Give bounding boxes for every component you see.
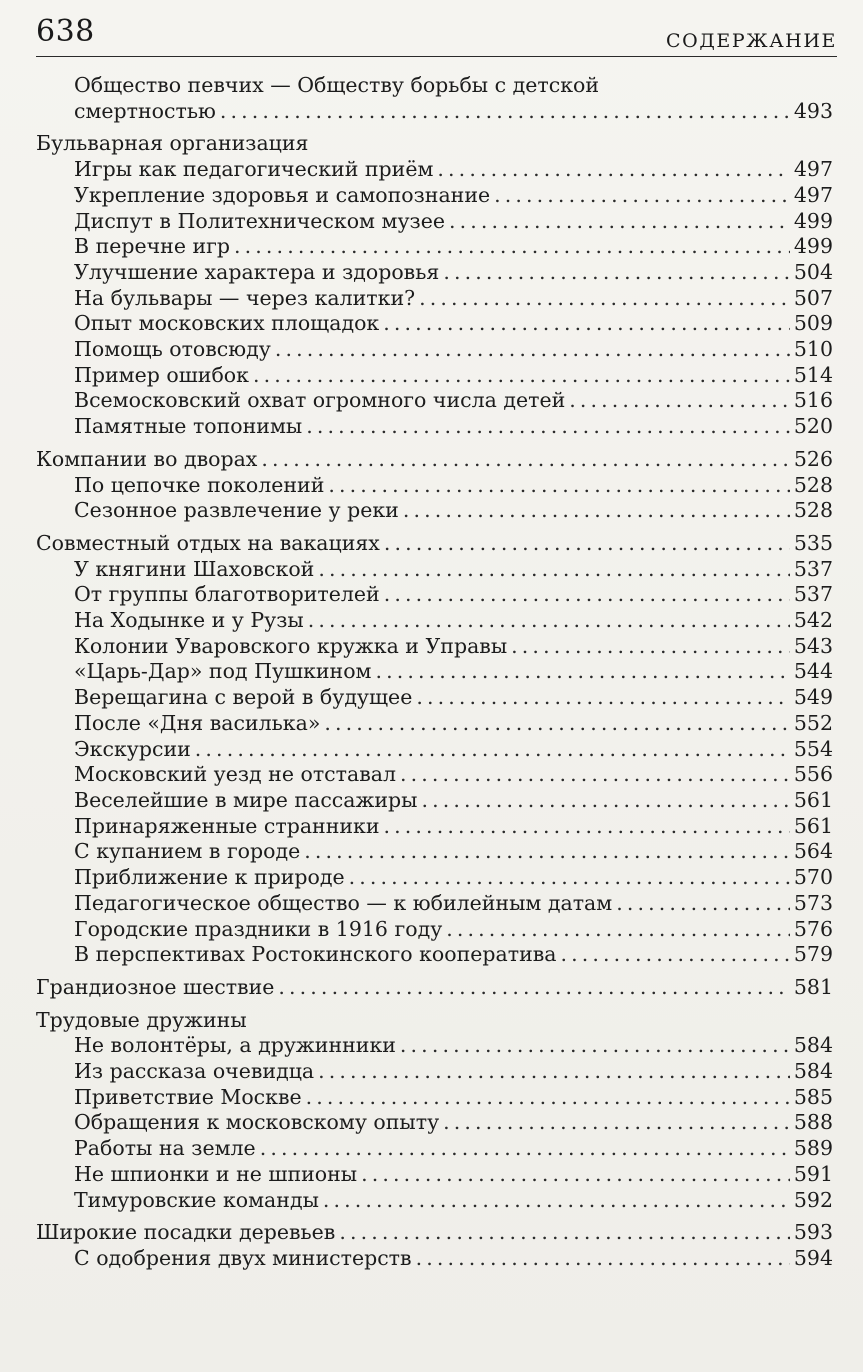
toc-entry-page: 507 <box>793 285 833 310</box>
toc-entry-page: 499 <box>793 234 833 259</box>
dot-leader <box>443 1110 790 1136</box>
toc-entry-line <box>74 414 833 440</box>
toc-entry <box>36 891 833 917</box>
dot-leader <box>400 1033 790 1059</box>
toc-entry-title: Городские праздники в 1916 году <box>74 916 443 941</box>
toc-entry-line <box>74 814 833 840</box>
toc-entry-line <box>74 363 833 389</box>
toc-entry-page: 573 <box>793 890 833 915</box>
toc-entry-page: 549 <box>793 685 833 710</box>
toc-entry-page: 579 <box>793 942 833 967</box>
dot-leader <box>253 363 790 389</box>
dot-leader <box>323 1188 790 1214</box>
dot-leader <box>318 557 790 583</box>
toc-entry-page: 542 <box>793 608 833 633</box>
table-of-contents <box>36 73 833 1272</box>
toc-entry <box>36 157 833 183</box>
toc-entry-line <box>74 1110 833 1136</box>
toc-entry <box>36 1085 833 1111</box>
toc-entry-title: В перечне игр <box>74 234 231 259</box>
toc-entry-line <box>74 286 833 312</box>
toc-chapter-entry <box>36 447 833 473</box>
toc-entry-line <box>74 260 833 286</box>
toc-entry-title: Тимуровские команды <box>74 1187 319 1212</box>
toc-entry-title: Приветствие Москве <box>74 1084 302 1109</box>
toc-entry-line <box>74 1059 833 1085</box>
toc-entry-page: 537 <box>793 556 833 581</box>
toc-entry-page: 592 <box>793 1187 833 1212</box>
toc-entry <box>36 473 833 499</box>
toc-entry-page: 561 <box>793 787 833 812</box>
toc-entry <box>36 917 833 943</box>
toc-entry <box>36 762 833 788</box>
dot-leader <box>403 498 790 524</box>
toc-entry-title: Колонии Уваровского кружка и Управы <box>74 633 508 658</box>
dot-leader <box>384 582 790 608</box>
toc-entry <box>36 737 833 763</box>
dot-leader <box>383 311 790 337</box>
toc-entry-title: Педагогическое общество — к юбилейным датам <box>74 890 613 915</box>
toc-entry-title-line1: Общество певчих — Обществу борьбы с детской <box>74 73 600 97</box>
dot-leader <box>494 183 790 209</box>
toc-entry-line <box>74 1033 833 1059</box>
toc-entry-line <box>74 183 833 209</box>
dot-leader <box>260 1136 790 1162</box>
toc-entry-title: Принаряженные странники <box>74 813 380 838</box>
toc-entry-line <box>74 99 833 125</box>
toc-entry-title: Экскурсии <box>74 736 191 761</box>
toc-entry <box>36 388 833 414</box>
toc-entry-page: 514 <box>793 362 833 387</box>
dot-leader <box>361 1162 790 1188</box>
dot-leader <box>616 891 790 917</box>
toc-entry <box>36 1136 833 1162</box>
toc-entry-title: Веселейшие в мире пассажиры <box>74 787 418 812</box>
toc-entry-line <box>36 131 833 157</box>
toc-entry-title: Грандиозное шествие <box>36 974 275 999</box>
toc-entry <box>36 1110 833 1136</box>
dot-leader <box>328 473 789 499</box>
toc-entry-line <box>74 737 833 763</box>
toc-entry-page: 591 <box>793 1161 833 1186</box>
dot-leader <box>278 975 789 1001</box>
toc-entry-line <box>74 1136 833 1162</box>
toc-entry-page: 528 <box>793 498 833 523</box>
toc-entry-line <box>36 447 833 473</box>
toc-entry-page: 552 <box>793 710 833 735</box>
toc-entry-title-line2: смертностью <box>74 98 216 123</box>
toc-entry-line <box>74 557 833 583</box>
dot-leader <box>349 865 790 891</box>
toc-entry-line <box>74 659 833 685</box>
toc-entry <box>36 557 833 583</box>
toc-entry-title: С купанием в городе <box>74 839 301 864</box>
toc-entry-line <box>36 531 833 557</box>
toc-entry-page: 588 <box>793 1110 833 1135</box>
toc-entry-title: Помощь отовсюду <box>74 337 271 362</box>
toc-entry-page: 497 <box>793 157 833 182</box>
dot-leader <box>437 157 789 183</box>
toc-entry-title: Не шпионки и не шпионы <box>74 1161 358 1186</box>
toc-entry <box>36 1188 833 1214</box>
toc-entry-title: С одобрения двух министерств <box>74 1245 412 1270</box>
toc-entry-title: Опыт московских площадок <box>74 311 380 336</box>
toc-entry-page: 589 <box>793 1136 833 1161</box>
toc-entry-title: Трудовые дружины <box>36 1007 247 1032</box>
toc-entry-page: 594 <box>793 1245 833 1270</box>
dot-leader <box>318 1059 790 1085</box>
toc-entry-title: Игры как педагогический приём <box>74 157 434 182</box>
toc-entry <box>36 1246 833 1272</box>
toc-entry <box>36 942 833 968</box>
toc-entry-line <box>74 1162 833 1188</box>
dot-leader <box>306 1085 790 1111</box>
toc-entry <box>36 209 833 235</box>
toc-entry-title: Из рассказа очевидца <box>74 1059 315 1084</box>
toc-entry <box>36 608 833 634</box>
toc-entry-line <box>74 209 833 235</box>
toc-entry-line <box>74 762 833 788</box>
dot-leader <box>416 1246 790 1272</box>
dot-leader <box>384 814 790 840</box>
toc-entry-title: Не волонтёры, а дружинники <box>74 1033 396 1058</box>
toc-entry <box>36 659 833 685</box>
toc-entry-page: 510 <box>793 337 833 362</box>
toc-entry <box>36 311 833 337</box>
toc-entry <box>36 788 833 814</box>
toc-entry-line <box>74 685 833 711</box>
toc-entry-line <box>74 1188 833 1214</box>
toc-entry-line <box>36 1220 833 1246</box>
toc-entry-line <box>74 473 833 499</box>
toc-chapter-entry <box>36 531 833 557</box>
page-number: 638 <box>36 14 95 49</box>
toc-entry-title: Бульварная организация <box>36 131 309 156</box>
toc-entry-page: 561 <box>793 813 833 838</box>
toc-chapter-entry <box>36 131 833 157</box>
toc-entry-title: Совместный отдых на вакациях <box>36 530 380 555</box>
toc-entry-page: 526 <box>793 446 833 471</box>
toc-entry-page: 564 <box>793 839 833 864</box>
toc-entry-line <box>74 1085 833 1111</box>
toc-entry-page: 585 <box>793 1084 833 1109</box>
toc-entry-page: 581 <box>793 974 833 999</box>
toc-entry <box>36 685 833 711</box>
toc-entry-line <box>74 891 833 917</box>
dot-leader <box>306 414 790 440</box>
dot-leader <box>416 685 790 711</box>
toc-entry-title: Всемосковский охват огромного числа детей <box>74 388 566 413</box>
toc-entry <box>36 865 833 891</box>
dot-leader <box>400 762 790 788</box>
page-header <box>36 10 837 57</box>
toc-entry <box>36 582 833 608</box>
toc-entry <box>36 363 833 389</box>
toc-entry-line <box>74 917 833 943</box>
dot-leader <box>339 1220 790 1246</box>
dot-leader <box>443 260 790 286</box>
toc-entry-line <box>74 498 833 524</box>
toc-entry-line <box>74 608 833 634</box>
toc-entry-line <box>74 634 833 660</box>
toc-entry-line <box>74 157 833 183</box>
toc-entry-page: 593 <box>793 1220 833 1245</box>
toc-entry <box>36 73 833 124</box>
toc-entry-title: Улучшение характера и здоровья <box>74 259 440 284</box>
toc-entry-line <box>74 311 833 337</box>
dot-leader <box>195 737 790 763</box>
toc-entry-title: В перспективах Ростокинского кооператива <box>74 942 557 967</box>
toc-list <box>36 131 833 1271</box>
toc-entry <box>36 498 833 524</box>
toc-entry-page: 584 <box>793 1033 833 1058</box>
toc-entry-title: У княгини Шаховской <box>74 556 315 581</box>
toc-entry-title: Верещагина с верой в будущее <box>74 685 413 710</box>
dot-leader <box>234 234 790 260</box>
toc-entry-title: После «Дня василька» <box>74 710 321 735</box>
dot-leader <box>569 388 790 414</box>
dot-leader <box>308 608 790 634</box>
toc-entry-line <box>36 975 833 1001</box>
toc-entry-title: «Царь-Дар» под Пушкином <box>74 659 372 684</box>
toc-entry-title: Обращения к московскому опыту <box>74 1110 440 1135</box>
toc-entry-line <box>74 711 833 737</box>
toc-entry-line <box>74 942 833 968</box>
toc-entry-line <box>74 582 833 608</box>
dot-leader <box>324 711 789 737</box>
toc-entry-page: 554 <box>793 736 833 761</box>
toc-entry-line <box>74 1246 833 1272</box>
toc-entry-title: Компании во дворах <box>36 446 258 471</box>
toc-entry-line <box>74 788 833 814</box>
toc-entry-page: 556 <box>793 762 833 787</box>
toc-entry <box>36 286 833 312</box>
dot-leader <box>449 209 790 235</box>
toc-entry-line <box>36 1008 833 1034</box>
toc-entry-page: 520 <box>793 414 833 439</box>
toc-entry-page: 537 <box>793 582 833 607</box>
toc-entry-title: Сезонное развлечение у реки <box>74 498 399 523</box>
toc-entry <box>36 234 833 260</box>
dot-leader <box>261 447 790 473</box>
dot-leader <box>275 337 790 363</box>
toc-entry <box>36 814 833 840</box>
dot-leader <box>511 634 790 660</box>
toc-entry-title: Московский уезд не отставал <box>74 762 396 787</box>
dot-leader <box>220 99 790 125</box>
toc-entry-title: Диспут в Политехническом музее <box>74 208 445 233</box>
toc-entry-page: 516 <box>793 388 833 413</box>
toc-entry <box>36 337 833 363</box>
toc-chapter-entry <box>36 1008 833 1034</box>
toc-entry <box>36 183 833 209</box>
dot-leader <box>446 917 790 943</box>
toc-entry-title: Широкие посадки деревьев <box>36 1220 336 1245</box>
toc-entry <box>36 1059 833 1085</box>
toc-entry <box>36 1033 833 1059</box>
toc-entry-page: 535 <box>793 530 833 555</box>
toc-entry-title: На бульвары — через калитки? <box>74 285 416 310</box>
toc-entry-page: 576 <box>793 916 833 941</box>
toc-entry-line <box>74 337 833 363</box>
toc-entry-page: 570 <box>793 865 833 890</box>
toc-entry-title: От группы благотворителей <box>74 582 380 607</box>
toc-chapter-entry <box>36 975 833 1001</box>
toc-entry-page: 504 <box>793 259 833 284</box>
toc-entry-title: Укрепление здоровья и самопознание <box>74 182 491 207</box>
toc-entry-title: Памятные топонимы <box>74 414 303 439</box>
toc-entry-page: 543 <box>793 633 833 658</box>
toc-entry-line <box>74 839 833 865</box>
dot-leader <box>384 531 790 557</box>
toc-entry <box>36 1162 833 1188</box>
toc-entry-page: 497 <box>793 182 833 207</box>
toc-entry <box>36 711 833 737</box>
toc-entry <box>36 260 833 286</box>
toc-entry-title: По цепочке поколений <box>74 472 325 497</box>
toc-entry-page: 493 <box>793 98 833 123</box>
toc-entry-title: Приближение к природе <box>74 865 345 890</box>
toc-entry-page: 509 <box>793 311 833 336</box>
dot-leader <box>421 788 789 814</box>
toc-entry-page: 528 <box>793 472 833 497</box>
toc-entry-page: 499 <box>793 208 833 233</box>
toc-entry <box>36 839 833 865</box>
toc-entry-line <box>74 865 833 891</box>
toc-entry <box>36 414 833 440</box>
toc-chapter-entry <box>36 1220 833 1246</box>
toc-entry-page: 544 <box>793 659 833 684</box>
dot-leader <box>376 659 790 685</box>
toc-entry-page: 584 <box>793 1059 833 1084</box>
toc-entry-title: Пример ошибок <box>74 362 249 387</box>
section-title: СОДЕРЖАНИЕ <box>666 30 837 52</box>
toc-entry-title: Работы на земле <box>74 1136 256 1161</box>
dot-leader <box>561 942 790 968</box>
toc-entry-line <box>74 388 833 414</box>
dot-leader <box>304 839 790 865</box>
toc-entry-line <box>74 234 833 260</box>
toc-entry-title: На Ходынке и у Рузы <box>74 608 304 633</box>
dot-leader <box>419 286 790 312</box>
toc-entry <box>36 634 833 660</box>
